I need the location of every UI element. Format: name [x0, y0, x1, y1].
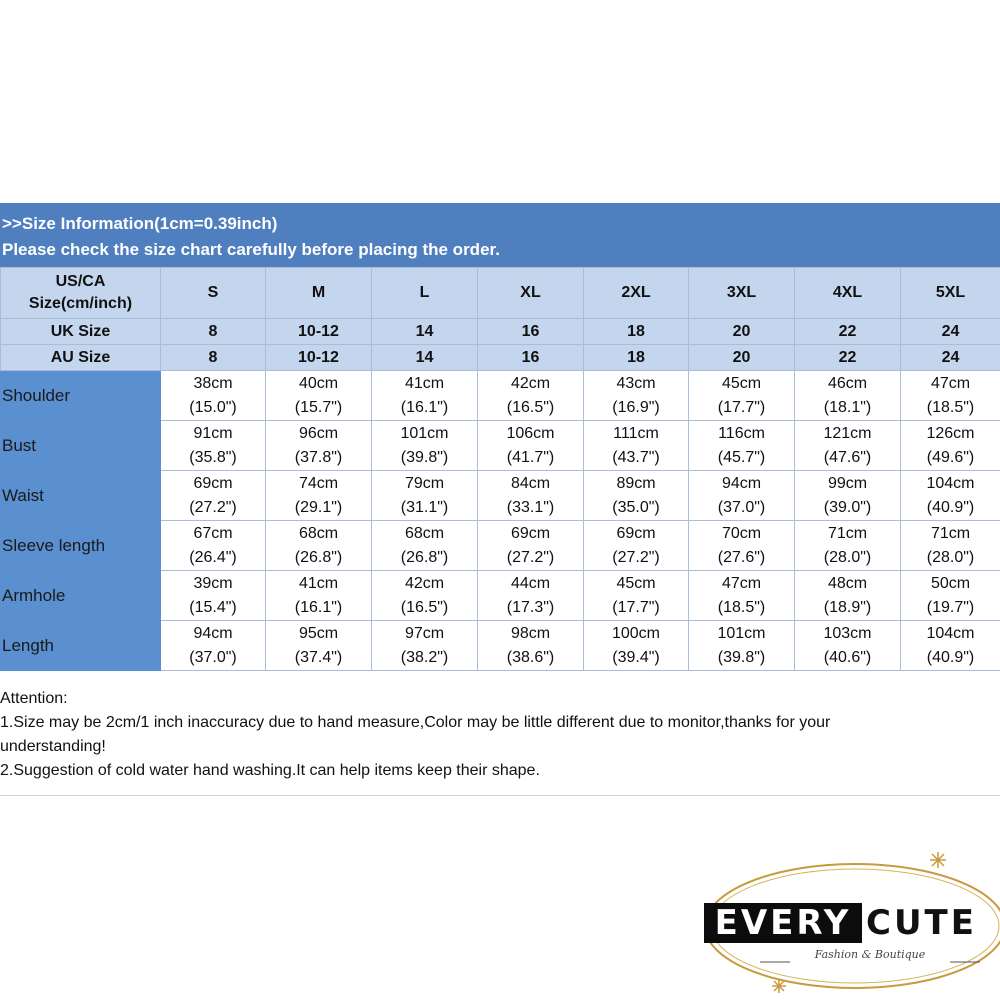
cm-value: 42cm	[510, 374, 551, 392]
measurement-row	[1, 371, 1000, 421]
uk-size-cell: 10-12	[266, 319, 372, 345]
size-info-header	[0, 203, 1000, 267]
cm-value: 84cm	[510, 474, 551, 492]
inch-value: (47.6")	[823, 448, 872, 466]
inch-value: (18.1")	[823, 398, 872, 416]
measurement-cell	[689, 571, 795, 621]
measurement-cell	[266, 421, 372, 471]
au-size-cell: 24	[901, 345, 1000, 371]
cm-value: 121cm	[823, 424, 872, 442]
inch-value: (45.7")	[717, 448, 766, 466]
cm-value: 68cm	[298, 524, 339, 542]
measurement-row	[1, 571, 1000, 621]
measurement-cell	[584, 521, 689, 571]
cm-value: 39cm	[193, 574, 233, 592]
inch-value: (27.2")	[612, 548, 660, 566]
measurement-cell	[478, 471, 584, 521]
cm-value: 111cm	[613, 424, 659, 442]
inch-value: (16.5")	[400, 598, 449, 616]
cm-value: 94cm	[721, 474, 762, 492]
au-size-cell: 18	[584, 345, 689, 371]
cm-value: 68cm	[404, 524, 445, 542]
divider	[0, 795, 1000, 796]
inch-value: (37.0")	[717, 498, 766, 516]
measurement-cell	[901, 471, 1000, 521]
cm-value: 45cm	[616, 574, 656, 592]
au-size-label: AU Size	[1, 345, 161, 371]
measurement-cell	[795, 371, 901, 421]
cm-value: 100cm	[611, 624, 661, 642]
uk-size-label: UK Size	[1, 319, 161, 345]
cm-value: 69cm	[510, 524, 551, 542]
measurement-label: Length	[1, 621, 161, 671]
cm-value: 42cm	[404, 574, 445, 592]
measurement-cell	[266, 471, 372, 521]
measurement-row	[1, 471, 1000, 521]
measurement-cell	[689, 471, 795, 521]
inch-value: (15.7")	[294, 398, 343, 416]
attention-title: Attention:	[0, 690, 68, 707]
logo-word-every: EVERY	[704, 903, 862, 943]
measurement-cell	[478, 521, 584, 571]
cm-value: 104cm	[926, 624, 975, 642]
measurement-label: Waist	[1, 471, 161, 521]
measurement-cell	[161, 621, 266, 671]
inch-value: (26.4")	[189, 548, 237, 566]
cm-value: 106cm	[506, 424, 555, 442]
inch-value: (31.1")	[400, 498, 449, 516]
cm-value: 104cm	[926, 474, 975, 492]
cm-value: 38cm	[193, 374, 233, 392]
size-header-cell: 3XL	[689, 268, 795, 319]
uk-size-cell: 18	[584, 319, 689, 345]
cm-value: 126cm	[926, 424, 975, 442]
inch-value: (37.8")	[294, 448, 343, 466]
cm-value: 103cm	[823, 624, 872, 642]
measurement-cell	[584, 621, 689, 671]
cm-value: 95cm	[298, 624, 339, 642]
uk-size-cell: 24	[901, 319, 1000, 345]
inch-value: (38.6")	[506, 648, 555, 666]
measurement-cell	[478, 371, 584, 421]
measurement-row	[1, 521, 1000, 571]
cm-value: 47cm	[721, 574, 762, 592]
cm-value: 74cm	[298, 474, 339, 492]
inch-value: (18.9")	[823, 598, 872, 616]
measurement-row	[1, 421, 1000, 471]
au-size-cell: 10-12	[266, 345, 372, 371]
measurement-cell	[266, 571, 372, 621]
uk-size-cell: 22	[795, 319, 901, 345]
au-size-cell: 14	[372, 345, 478, 371]
inch-value: (29.1")	[294, 498, 343, 516]
measurement-cell	[584, 571, 689, 621]
au-size-cell: 16	[478, 345, 584, 371]
cm-value: 46cm	[827, 374, 868, 392]
inch-value: (37.4")	[294, 648, 343, 666]
measurement-cell	[478, 421, 584, 471]
measurement-cell	[372, 621, 478, 671]
size-header-cell: 2XL	[584, 268, 689, 319]
header-subtitle: Please check the size chart carefully before placing the order.	[2, 240, 500, 259]
measurement-cell	[689, 521, 795, 571]
inch-value: (40.6")	[823, 648, 872, 666]
cm-value: 40cm	[298, 374, 339, 392]
inch-value: (43.7")	[612, 448, 660, 466]
au-size-cell: 8	[161, 345, 266, 371]
cm-value: 41cm	[298, 574, 339, 592]
measurement-cell	[901, 621, 1000, 671]
inch-value: (49.6")	[926, 448, 975, 466]
inch-value: (17.7")	[612, 598, 660, 616]
measurement-cell	[901, 371, 1000, 421]
measurement-cell	[584, 421, 689, 471]
inch-value: (39.0")	[823, 498, 872, 516]
measurement-cell	[478, 621, 584, 671]
attention-note-2: 2.Suggestion of cold water hand washing.It can help items keep their shape.	[0, 762, 540, 779]
measurement-cell	[372, 421, 478, 471]
cm-value: 41cm	[404, 374, 445, 392]
inch-value: (26.8")	[400, 548, 449, 566]
measurement-cell	[584, 471, 689, 521]
cm-value: 91cm	[193, 424, 233, 442]
inch-value: (18.5")	[926, 398, 975, 416]
inch-value: (19.7")	[926, 598, 975, 616]
measurement-cell	[266, 621, 372, 671]
measurement-cell	[901, 421, 1000, 471]
corner-header-cell	[1, 268, 161, 319]
measurement-label: Sleeve length	[1, 521, 161, 571]
inch-value: (27.2")	[189, 498, 237, 516]
inch-value: (17.7")	[717, 398, 766, 416]
attention-note-1-cont: understanding!	[0, 738, 106, 755]
measurement-cell	[161, 521, 266, 571]
inch-value: (26.8")	[294, 548, 343, 566]
size-header-cell: XL	[478, 268, 584, 319]
measurement-cell	[266, 521, 372, 571]
uk-size-row	[1, 319, 1000, 345]
size-header-cell: 4XL	[795, 268, 901, 319]
inch-value: (37.0")	[189, 648, 237, 666]
measurement-cell	[161, 471, 266, 521]
measurement-label: Shoulder	[1, 371, 161, 421]
inch-value: (17.3")	[506, 598, 555, 616]
inch-value: (16.5")	[506, 398, 555, 416]
measurement-cell	[161, 421, 266, 471]
logo-tagline: Fashion & Boutique	[814, 948, 926, 961]
cm-value: 97cm	[404, 624, 445, 642]
cm-value: 67cm	[193, 524, 233, 542]
inch-value: (35.0")	[612, 498, 660, 516]
measurement-label: Armhole	[1, 571, 161, 621]
inch-value: (40.9")	[926, 498, 975, 516]
size-chart-table	[0, 267, 1000, 671]
measurement-cell	[795, 471, 901, 521]
size-header-cell: L	[372, 268, 478, 319]
corner-line1: US/CA	[55, 273, 106, 290]
measurement-cell	[795, 521, 901, 571]
cm-value: 101cm	[400, 424, 449, 442]
brand-logo	[690, 848, 1000, 1000]
measurement-cell	[161, 371, 266, 421]
inch-value: (16.9")	[612, 398, 660, 416]
cm-value: 116cm	[718, 424, 765, 442]
au-size-row	[1, 345, 1000, 371]
size-header-row	[1, 268, 1000, 319]
attention-notes	[0, 687, 1000, 783]
measurement-label: Bust	[1, 421, 161, 471]
au-size-cell: 20	[689, 345, 795, 371]
measurement-cell	[372, 521, 478, 571]
au-size-cell: 22	[795, 345, 901, 371]
cm-value: 43cm	[616, 374, 656, 392]
uk-size-cell: 14	[372, 319, 478, 345]
measurement-cell	[689, 621, 795, 671]
cm-value: 98cm	[510, 624, 551, 642]
uk-size-cell: 16	[478, 319, 584, 345]
inch-value: (27.2")	[506, 548, 555, 566]
inch-value: (41.7")	[506, 448, 555, 466]
size-header-cell: 5XL	[901, 268, 1000, 319]
cm-value: 94cm	[193, 624, 233, 642]
inch-value: (39.8")	[717, 648, 766, 666]
corner-line2: Size(cm/inch)	[28, 295, 133, 312]
inch-value: (27.6")	[717, 548, 766, 566]
measurement-cell	[689, 421, 795, 471]
inch-value: (18.5")	[717, 598, 766, 616]
inch-value: (28.0")	[823, 548, 872, 566]
cm-value: 44cm	[510, 574, 551, 592]
measurement-cell	[584, 371, 689, 421]
measurement-cell	[372, 471, 478, 521]
size-header-cell: S	[161, 268, 266, 319]
logo-word-cute: CUTE	[866, 903, 977, 943]
inch-value: (15.4")	[189, 598, 237, 616]
inch-value: (16.1")	[294, 598, 343, 616]
inch-value: (28.0")	[926, 548, 975, 566]
measurement-cell	[795, 421, 901, 471]
measurement-cell	[161, 571, 266, 621]
inch-value: (39.8")	[400, 448, 449, 466]
measurement-cell	[372, 371, 478, 421]
cm-value: 69cm	[193, 474, 233, 492]
size-header-cell: M	[266, 268, 372, 319]
measurement-cell	[266, 371, 372, 421]
cm-value: 96cm	[298, 424, 339, 442]
inch-value: (38.2")	[400, 648, 449, 666]
cm-value: 99cm	[827, 474, 868, 492]
cm-value: 50cm	[930, 574, 971, 592]
header-title: >>Size Information(1cm=0.39inch)	[2, 214, 278, 233]
cm-value: 45cm	[721, 374, 762, 392]
cm-value: 47cm	[930, 374, 971, 392]
measurement-cell	[372, 571, 478, 621]
attention-note-1: 1.Size may be 2cm/1 inch inaccuracy due to hand measure,Color may be little different due to monitor,thanks for your	[0, 714, 831, 731]
measurement-cell	[901, 571, 1000, 621]
cm-value: 79cm	[404, 474, 445, 492]
measurement-cell	[795, 571, 901, 621]
cm-value: 48cm	[827, 574, 868, 592]
inch-value: (33.1")	[506, 498, 555, 516]
inch-value: (39.4")	[612, 648, 660, 666]
cm-value: 71cm	[827, 524, 868, 542]
uk-size-cell: 8	[161, 319, 266, 345]
inch-value: (15.0")	[189, 398, 237, 416]
cm-value: 101cm	[717, 624, 766, 642]
cm-value: 70cm	[721, 524, 762, 542]
inch-value: (35.8")	[189, 448, 237, 466]
inch-value: (40.9")	[926, 648, 975, 666]
measurement-cell	[795, 621, 901, 671]
measurement-cell	[901, 521, 1000, 571]
cm-value: 69cm	[616, 524, 656, 542]
measurement-cell	[689, 371, 795, 421]
measurement-row	[1, 621, 1000, 671]
cm-value: 71cm	[930, 524, 971, 542]
uk-size-cell: 20	[689, 319, 795, 345]
measurement-cell	[478, 571, 584, 621]
cm-value: 89cm	[616, 474, 656, 492]
inch-value: (16.1")	[400, 398, 449, 416]
